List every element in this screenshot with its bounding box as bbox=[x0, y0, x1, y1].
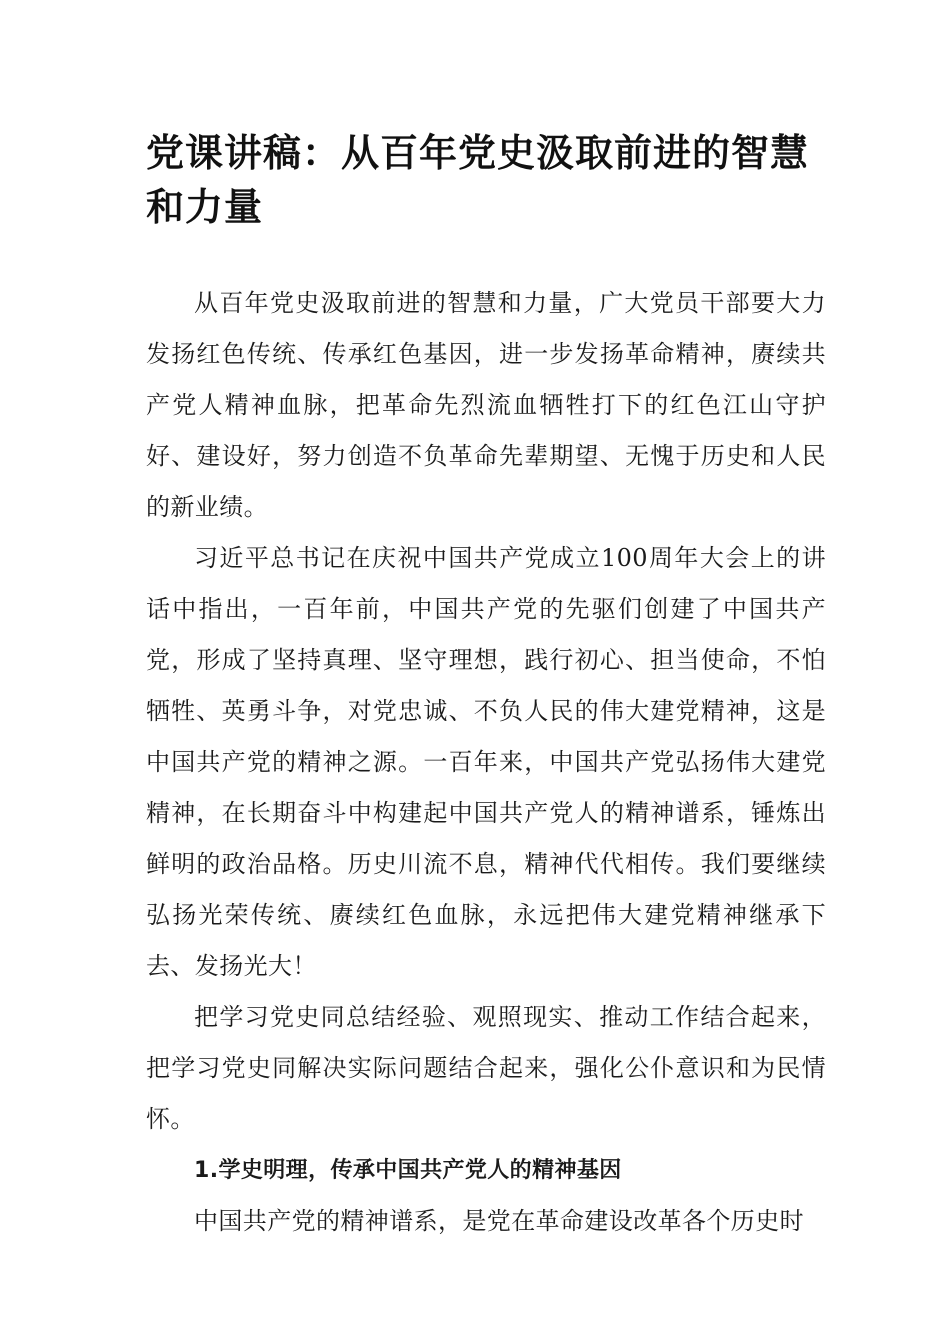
paragraph-3: 把学习党史同总结经验、观照现实、推动工作结合起来，把学习党史同解决实际问题结合起来，强化公仆意识和为民情怀。 bbox=[146, 1003, 826, 1133]
document-body bbox=[146, 278, 826, 1247]
paragraph-1: 从百年党史汲取前进的智慧和力量，广大党员干部要大力发扬红色传统、传承红色基因，进一步发扬革命精神，赓续共产党人精神血脉，把革命先烈流血牺牲打下的红色江山守护好、建设好，努力创造不负革命先辈期望、无愧于历史和人民的新业绩。 bbox=[146, 289, 826, 521]
section-heading: 1.学史明理，传承中国共产党人的精神基因 bbox=[194, 1158, 622, 1183]
paragraph-2: 习近平总书记在庆祝中国共产党成立100周年大会上的讲话中指出，一百年前，中国共产党的先驱们创建了中国共产党，形成了坚持真理、坚守理想，践行初心、担当使命，不怕牺牲、英勇斗争，对党忠诚、不负人民的伟大建党精神，这是中国共产党的精神之源。一百年来，中国共产党弘扬伟大建党精神，在长期奋斗中构建起中国共产党人的精神谱系，锤炼出鲜明的政治品格。历史川流不息，精神代代相传。我们要继续弘扬光荣传统、赓续红色血脉，永远把伟大建党精神继承下去、发扬光大！ bbox=[146, 544, 826, 980]
document-title: 党课讲稿：从百年党史汲取前进的智慧和力量 bbox=[146, 131, 810, 229]
section-paragraph: 中国共产党的精神谱系，是党在革命建设改革各个历史时 bbox=[194, 1207, 804, 1235]
